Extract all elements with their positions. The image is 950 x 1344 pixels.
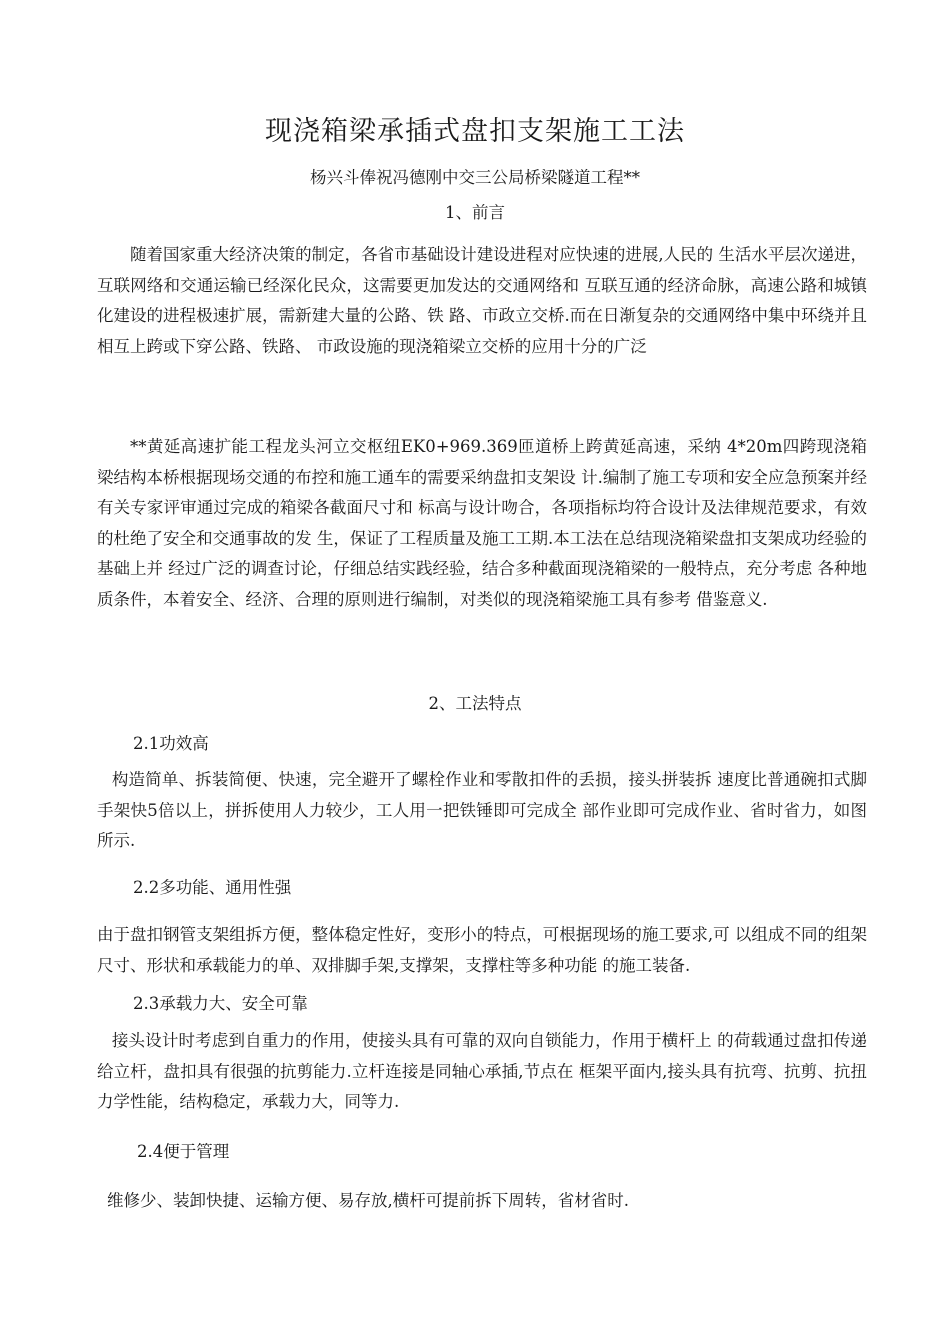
paragraph-2-1: 构造简单、拆装简便、快速，完全避开了螺栓作业和零散扣件的丢损，接头拼装拆 速度比普通碗扣式脚手架快5倍以上，拼拆使用人力较少，工人用一把铁锤即可完成全 部作业即可完成作业、省时省力，如图所示.	[97, 770, 867, 850]
subsection-heading-2-3: 2.3承载力大、安全可靠	[133, 994, 308, 1013]
subsection-heading-2-4: 2.4便于管理	[137, 1142, 230, 1161]
subsection-heading-2-1: 2.1功效高	[133, 734, 209, 753]
paragraph-2-4: 维修少、装卸快捷、运输方便、易存放,横杆可提前拆下周转，省材省时.	[107, 1191, 629, 1210]
section-heading-preface: 1、前言	[445, 203, 505, 222]
document-title: 现浇箱梁承插式盘扣支架施工工法	[265, 116, 685, 147]
subsection-heading-2-2: 2.2多功能、通用性强	[133, 878, 292, 897]
document-authors: 杨兴斗俸祝冯德刚中交三公局桥梁隧道工程**	[310, 168, 640, 187]
paragraph-2-2: 由于盘扣钢管支架组拆方便，整体稳定性好，变形小的特点，可根据现场的施工要求,可 以组成不同的组架尺寸、形状和承载能力的单、双排脚手架,支撑架，支撑柱等多种功能 的施工装备.	[97, 925, 867, 975]
paragraph-2-3: 接头设计时考虑到自重力的作用，使接头具有可靠的双向自锁能力，作用于横杆上 的荷载通过盘扣传递给立杆，盘扣具有很强的抗剪能力.立杆连接是同轴心承插,节点在 框架平面内,接头具有抗弯、抗剪、抗扭力学性能，结构稳定，承载力大，同等力.	[97, 1031, 867, 1111]
paragraph-preface-2: **黄延高速扩能工程龙头河立交枢纽EK0+969.369匝道桥上跨黄延高速，采纳 4*20m四跨现浇箱梁结构本桥根据现场交通的布控和施工通车的需要采纳盘扣支架设 计.编制了施工专项和安全应急预案并经有关专家评审通过完成的箱梁各截面尺寸和 标高与设计吻合，各项指标均符合设计及法律规范要求，有效的杜绝了安全和交通事故的发 生，保证了工程质量及施工工期.本工法在总结现浇箱梁盘扣支架成功经验的基础上并 经过广泛的调查讨论，仔细总结实践经验，结合多种截面现浇箱梁的一般特点，充分考虑 各种地质条件，本着安全、经济、合理的原则进行编制，对类似的现浇箱梁施工具有参考 借鉴意义.	[97, 437, 867, 609]
paragraph-preface-1: 随着国家重大经济决策的制定，各省市基础设计建设进程对应快速的进展,人民的 生活水平层次递进，互联网络和交通运输已经深化民众，这需要更加发达的交通网络和 互联互通的经济命脉，高速公路和城镇化建设的进程极速扩展，需新建大量的公路、铁 路、市政立交桥.而在日渐复杂的交通网络中集中环绕并且相互上跨或下穿公路、铁路、 市政设施的现浇箱梁立交桥的应用十分的广泛	[97, 245, 867, 356]
section-heading-features: 2、工法特点	[428, 694, 522, 713]
